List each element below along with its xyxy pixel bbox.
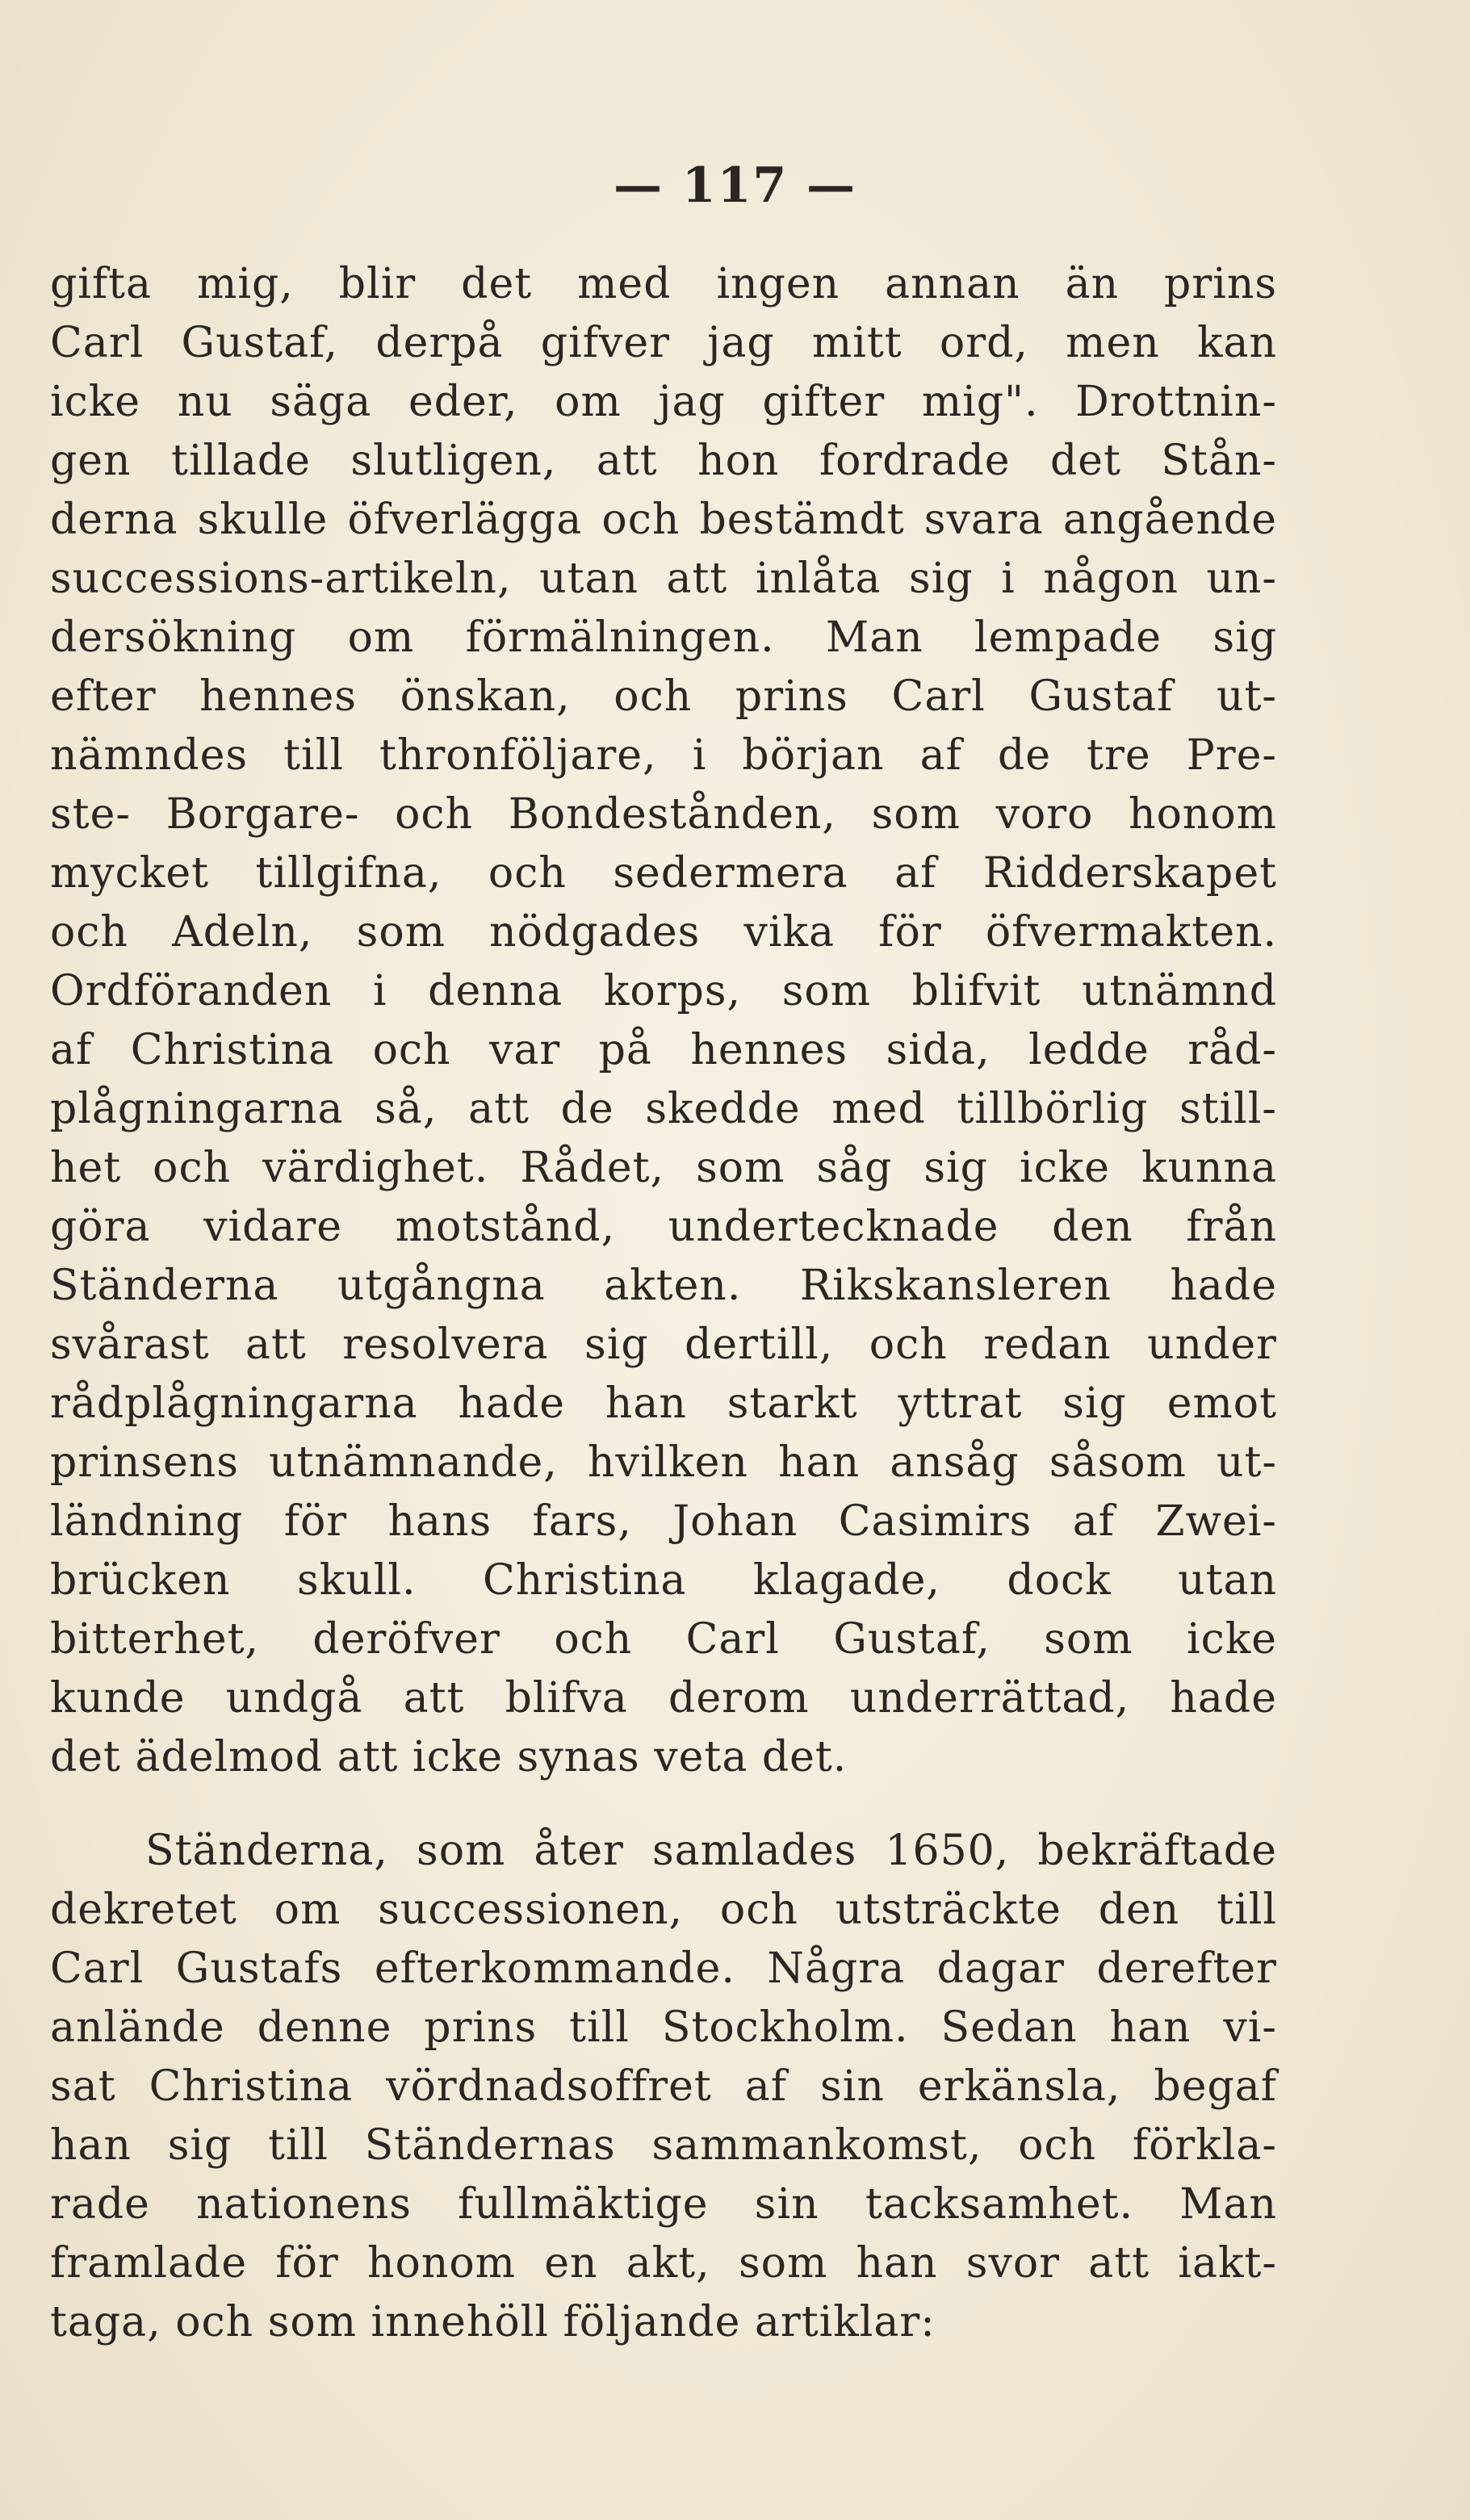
- text-line: anlände denne prins till Stockholm. Sedan han vi-: [50, 2003, 1277, 2052]
- text-line: och Adeln, som nödgades vika för öfvermakten.: [50, 908, 1277, 957]
- text-line: prinsens utnämnande, hvilken han ansåg såsom ut-: [50, 1438, 1277, 1487]
- text-line: icke nu säga eder, om jag gifter mig". Drottnin-: [50, 378, 1277, 426]
- text-line: af Christina och var på hennes sida, ledde råd-: [50, 1026, 1277, 1074]
- text-line: nämndes till thronföljare, i början af de tre Pre-: [50, 731, 1277, 780]
- text-line: taga, och som innehöll följande artiklar:: [50, 2298, 936, 2346]
- text-line: mycket tillgifna, och sedermera af Ridderskapet: [50, 849, 1277, 898]
- page-number-header: — 117 —: [613, 157, 857, 214]
- text-line: brücken skull. Christina klagade, dock utan: [50, 1556, 1277, 1605]
- text-line: gifta mig, blir det med ingen annan än prins: [50, 260, 1277, 308]
- text-line: Carl Gustafs efterkommande. Några dagar derefter: [50, 1944, 1277, 1993]
- text-line: kunde undgå att blifva derom underrättad, hade: [50, 1674, 1277, 1723]
- text-line: Ordföranden i denna korps, som blifvit utnämnd: [50, 967, 1277, 1015]
- text-line: successions-artikeln, utan att inlåta sig i någon un-: [50, 555, 1277, 603]
- text-line: sat Christina vördnadsoffret af sin erkänsla, begaf: [50, 2062, 1277, 2111]
- text-line: ländning för hans fars, Johan Casimirs af Zwei-: [50, 1497, 1277, 1546]
- text-line: rade nationens fullmäktige sin tacksamhet. Man: [50, 2180, 1277, 2229]
- text-line: svårast att resolvera sig dertill, och redan under: [50, 1321, 1277, 1369]
- text-line: het och värdighet. Rådet, som såg sig icke kunna: [50, 1144, 1277, 1192]
- text-line: efter hennes önskan, och prins Carl Gustaf ut-: [50, 672, 1277, 721]
- text-line: plågningarna så, att de skedde med tillbörlig still-: [50, 1085, 1277, 1133]
- text-line: bitterhet, deröfver och Carl Gustaf, som icke: [50, 1615, 1277, 1664]
- text-line: Ständerna, som åter samlades 1650, bekräftade: [145, 1827, 1277, 1875]
- text-line: dersökning om förmälningen. Man lempade sig: [50, 613, 1277, 662]
- text-line: ste- Borgare- och Bondestånden, som voro honom: [50, 790, 1277, 839]
- text-line: det ädelmod att icke synas veta det.: [50, 1733, 848, 1781]
- text-line: rådplågningarna hade han starkt yttrat sig emot: [50, 1379, 1277, 1428]
- text-line: Carl Gustaf, derpå gifver jag mitt ord, men kan: [50, 319, 1277, 367]
- text-line: dekretet om successionen, och utsträckte den till: [50, 1886, 1277, 1934]
- text-line: framlade för honom en akt, som han svor att iakt-: [50, 2239, 1277, 2288]
- text-line: han sig till Ständernas sammankomst, och förkla-: [50, 2121, 1277, 2170]
- text-line: göra vidare motstånd, undertecknade den från: [50, 1203, 1277, 1251]
- text-line: Ständerna utgångna akten. Rikskansleren hade: [50, 1262, 1277, 1310]
- text-line: gen tillade slutligen, att hon fordrade det Stån-: [50, 437, 1277, 485]
- text-line: derna skulle öfverlägga och bestämdt svara angående: [50, 496, 1277, 544]
